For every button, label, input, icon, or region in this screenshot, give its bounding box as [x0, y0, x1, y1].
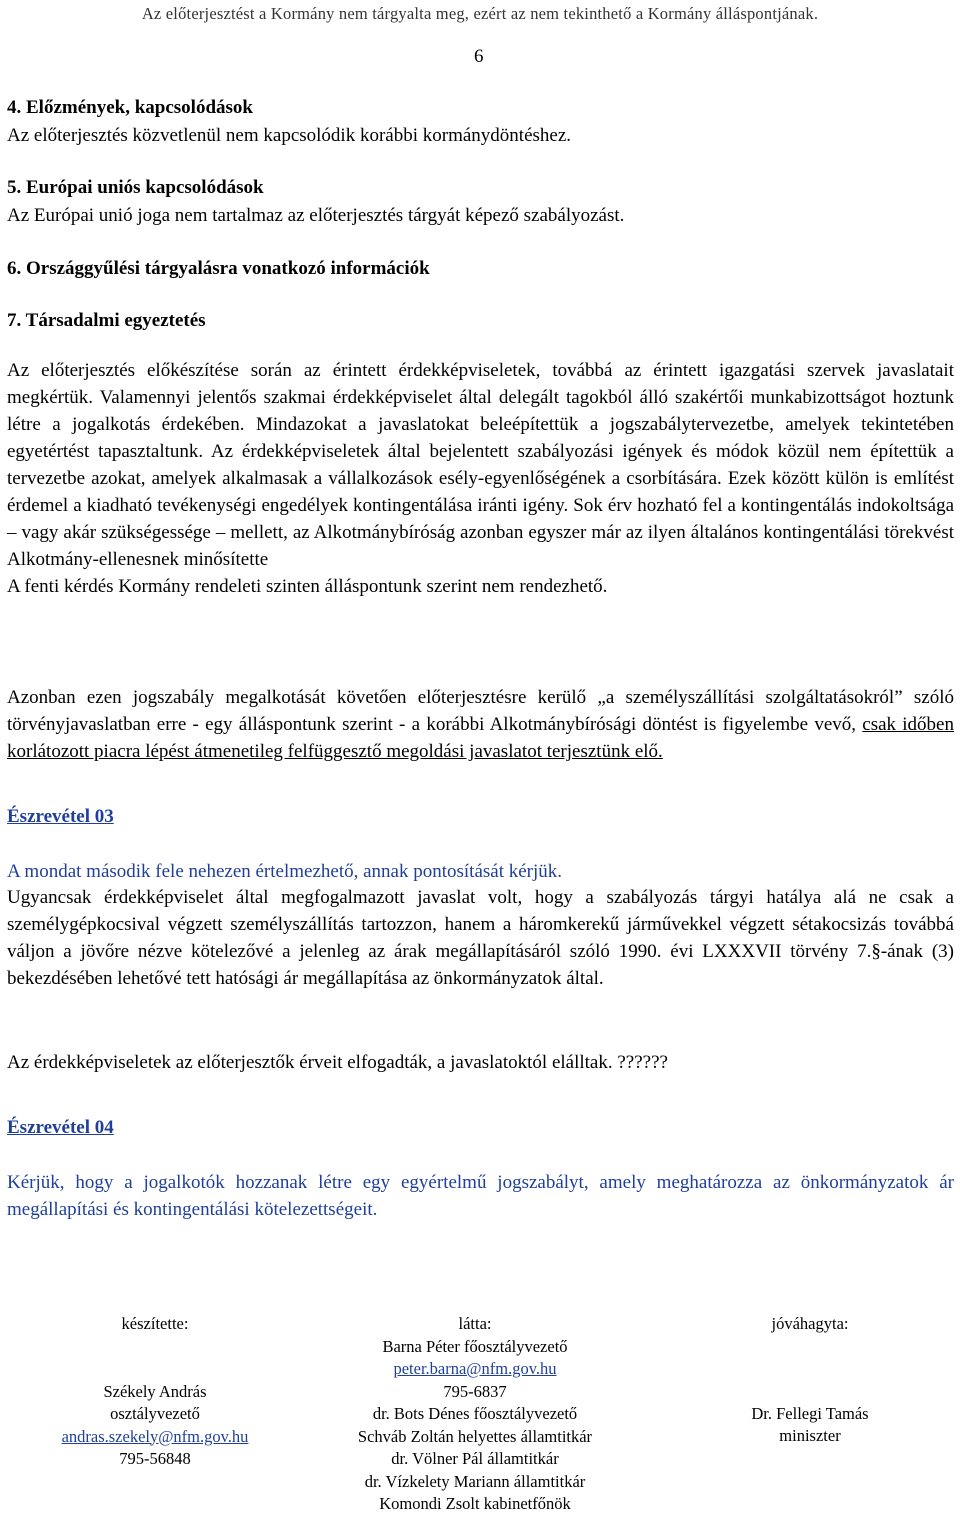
observation-03-title: Észrevétel 03: [7, 806, 114, 827]
seen-line-8: Komondi Zsolt kabinetfőnök: [379, 1494, 571, 1513]
signature-seen: [320, 1313, 630, 1516]
prepared-name: Székely András: [103, 1381, 207, 1401]
section-4-title: 4. Előzmények, kapcsolódások: [7, 97, 253, 118]
law-proposal-paragraph: [7, 684, 954, 765]
prepared-phone: 795-56848: [119, 1449, 191, 1468]
section-6-title: 6. Országgyűlési tárgyalásra vonatkozó információk: [7, 258, 430, 279]
seen-line-5: Schváb Zoltán helyettes államtitkár: [357, 1426, 593, 1446]
signature-prepared: [40, 1313, 270, 1471]
running-header: Az előterjesztést a Kormány nem tárgyalta meg, ezért az nem tekinthető a Kormány álláspontjának.: [141, 4, 819, 23]
prepared-email-link[interactable]: andras.szekely@nfm.gov.hu: [61, 1426, 249, 1446]
approved-name: Dr. Fellegi Tamás: [751, 1403, 869, 1423]
section-4-text: Az előterjesztés közvetlenül nem kapcsolódik korábbi kormánydöntéshez.: [7, 125, 572, 146]
government-decree-note: A fenti kérdés Kormány rendeleti szinten álláspontunk szerint nem rendezhető.: [7, 576, 608, 597]
signature-approved: [690, 1313, 930, 1448]
seen-label: látta:: [458, 1314, 492, 1333]
seen-line-6: dr. Völner Pál államtitkár: [391, 1449, 559, 1468]
acceptance-text: Az érdekképviseletek az előterjesztők érveit elfogadták, a javaslatoktól elálltak. ??????: [7, 1052, 668, 1073]
scope-paragraph: [7, 884, 954, 992]
seen-line-7: dr. Vízkelety Mariann államtitkár: [364, 1471, 586, 1491]
consultation-text: Az előterjesztés előkészítése során az érintett érdekképviseletek, továbbá az érintett igazgatási szervek javaslatait megkértük. Valamennyi jelentős szakmai érdekképviselet által delegált tagokból álló szakértői munkabizottságot hoztunk létre a jogalkotás érdekében. Mindazokat a javaslatokat beleépítettük a jogszabálytervezetbe, amelyek tekintetében egyetértést tapasztaltunk. Az érdekképviseletek által bejelentett szabályozási igények és módok közül nem építettük a tervezetbe azokat, amelyek alkalmasak a vállalkozások esély-egyenlőségének a csorbítására. Ezek között külön is említést érdemel a kiadható tevékenységi engedélyek kontingentálása iránti igény. Sok érv hozható fel a kontingentálás indokoltsága – vagy akár szükségessége – mellett, az Alkotmánybíróság azonban egyszer már az ilyen általános kontingentálási törekvést Alkotmány-ellenesnek minősítette: [7, 360, 954, 570]
observation-04-title: Észrevétel 04: [7, 1117, 114, 1138]
consultation-paragraph: [7, 357, 954, 600]
section-7-title: 7. Társadalmi egyeztetés: [7, 310, 206, 331]
observation-04-paragraph: [7, 1169, 954, 1223]
observation-03-text: A mondat második fele nehezen értelmezhető, annak pontosítását kérjük.: [7, 861, 563, 882]
page-number: 6: [474, 46, 484, 67]
seen-email-link[interactable]: peter.barna@nfm.gov.hu: [393, 1359, 557, 1378]
law-proposal-text: [7, 684, 954, 765]
law-proposal-plain: Azonban ezen jogszabály megalkotását követően előterjesztésre kerülő „a személyszállítási szolgáltatásokról” szóló törvényjavaslatban erre - egy álláspontunk szerint - a korábbi Alkotmánybírósági döntést is figyelembe vevő,: [7, 687, 954, 735]
law-proposal-underlined: csak időben korlátozott piacra lépést átmenetileg felfüggesztő megoldási javaslatot terjesztünk elő.: [7, 714, 954, 762]
seen-line-1: Barna Péter főosztályvezető: [382, 1336, 568, 1356]
section-5-text: Az Európai unió joga nem tartalmaz az előterjesztés tárgyát képező szabályozást.: [7, 205, 625, 226]
approved-role: miniszter: [779, 1426, 841, 1445]
observation-04-text: Kérjük, hogy a jogalkotók hozzanak létre egy egyértelmű jogszabályt, amely meghatározza az önkormányzatok ár megállapítási és kontingentálási kötelezettségeit.: [7, 1172, 954, 1220]
scope-text: Ugyancsak érdekképviselet által megfogalmazott javaslat volt, hogy a szabályozás tárgyi hatálya alá ne csak a személygépkocsival végzett személyszállítás tartozzon, hanem a háromkerekű járművekkel végzett sétakocsizás továbbá váljon a jövőre nézve kötelezővé a jelenleg az árak megállapításáról szóló 1990. évi LXXXVII törvény 7.§-ának (3) bekezdésében lehetővé tett hatósági ár megállapítása az önkormányzatok által.: [7, 887, 954, 989]
approved-label: jóváhagyta:: [771, 1314, 849, 1333]
section-5-title: 5. Európai uniós kapcsolódások: [7, 177, 264, 198]
prepared-label: készítette:: [121, 1314, 189, 1333]
seen-line-3: 795-6837: [443, 1381, 507, 1401]
seen-line-4: dr. Bots Dénes főosztályvezető: [372, 1404, 578, 1423]
prepared-role: osztályvezető: [110, 1404, 200, 1423]
